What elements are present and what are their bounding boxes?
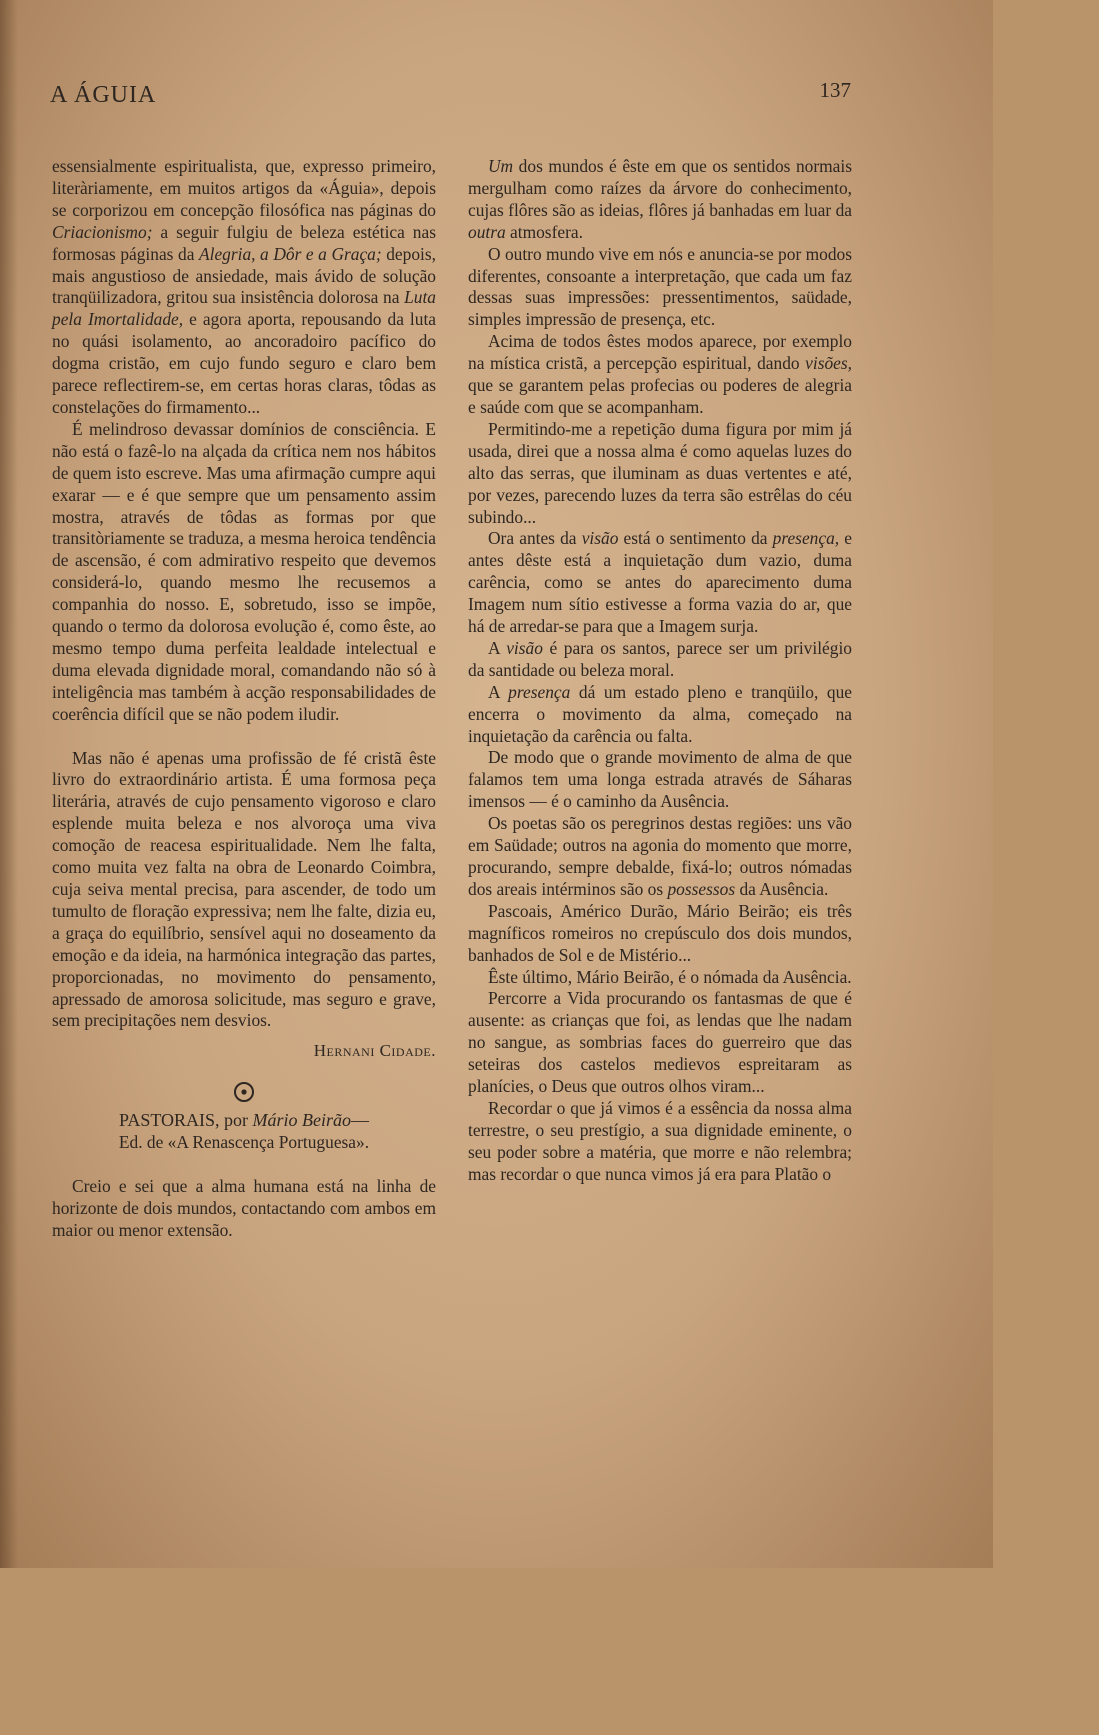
paragraph: A visão é para os santos, parece ser um privilégio da santidade ou beleza moral.	[468, 637, 852, 680]
paragraph: Mas não é apenas uma profissão de fé cristã êste livro do extraordinário artista. É uma formosa peça literária, através de cujo pensamento vigoroso e claro esplende muita beleza e nos alvoroça uma viva comoção de reacesa espiritualidade. Nem lhe falta, como muita vez falta na obra de Leonardo Coimbra, cuja seiva mental precisa, para ascender, de todo um tumulto de floração expressiva; nem lhe falte, dizia eu, a graça do equilíbrio, sensível aqui no doseamento da emoção e da ideia, na harmónica integração das partes, proporcionadas, no movimento do pensamento, apressado de amorosa solicitude, mas seguro e grave, sem precipitações nem desvios.	[52, 747, 436, 1031]
paragraph: Percorre a Vida procurando os fantasmas de que é ausente: as crianças que foi, as lendas que lhe nadam no sangue, as sombrias faces do guerreiro que das seteiras dos castelos medievos espreitaram as planícies, o Deus que outros olhos viram...	[468, 988, 852, 1097]
paragraph: Um dos mundos é êste em que os sentidos normais mergulham como raízes da árvore do conhecimento, cujas flôres são as ideias, flôres já banhadas em luar da outra atmosfera.	[468, 156, 852, 242]
paragraph: Permitindo-me a repetição duma figura por mim já usada, direi que a nossa alma é como aquelas luzes do alto das serras, que iluminam as duas vertentes e até, por vezes, parecendo luzes da terra são estrêlas do céu subindo...	[468, 418, 852, 527]
page-number: 137	[819, 78, 851, 102]
paragraph: Creio e sei que a alma humana está na linha de horizonte de dois mundos, contactando com ambos em maior ou menor extensão.	[52, 1176, 436, 1240]
review-publisher: Ed. de «A Renascença Portuguesa».	[118, 1132, 370, 1153]
paragraph: Ora antes da visão está o sentimento da presença, e antes dêste está a inquietação dum vazio, duma carência, como se antes do aparecimento duma Imagem num sítio estivesse a forma vazia do ar, que há de arredar-se para que a Imagem surja.	[468, 528, 852, 637]
running-head: A ÁGUIA	[50, 82, 157, 108]
paragraph: É melindroso devassar domínios de consciência. E não está o fazê-lo na alçada da crítica nem nos hábitos de quem isto escreve. Mas uma afirmação cumpre aqui exarar — e é que sempre que um pensamento assim mostra, através de tôdas as formas por que transitòriamente se traduza, a mesma heroica tendência de ascensão, é com admirativo respeito que devemos considerá-lo, quando mesmo lhe recusemos a companhia do nosso. E, sobretudo, isso se impõe, quando o termo da dolorosa evolução é, como êste, ao mesmo tempo duma perfeita lealdade intelectual e duma elevada dignidade moral, comandando não só à inteligência mas também à acção responsabilidades de coerência difícil que se não podem iludir.	[52, 418, 436, 724]
paragraph: Êste último, Mário Beirão, é o nómada da Ausência.	[488, 966, 852, 987]
paragraph: essensialmente espiritualista, que, expresso primeiro, literàriamente, em muitos artigos da «Águia», depois se corporizou em concepção filosófica nas páginas do Criacionismo; a seguir fulgiu de beleza estética nas formosas páginas da Alegria, a Dôr e a Graça; depois, mais angustioso de ansiedade, mais ávido de solução tranqüilizadora, gritou sua insistência dolorosa na Luta pela Imortalidade, e agora aporta, repousando da luta no quási isolamento, ao ancoradoiro pacífico do dogma cristão, em cujo fundo seguro e claro bem parece reflectirem-se, em certas horas claras, tôdas as constelações do firmamento...	[52, 156, 436, 417]
paragraph: Acima de todos êstes modos aparece, por exemplo na mística cristã, a percepção espiritual, dando visões, que se garantem pelas profecias ou poderes de alegria e saúde com que se acompanham.	[468, 331, 852, 417]
paragraph: Pascoais, Américo Durão, Mário Beirão; eis três magníficos romeiros no crepúsculo dos dois mundos, banhados de Sol e de Mistério...	[468, 900, 852, 965]
paragraph: O outro mundo vive em nós e anuncia-se por modos diferentes, consoante a interpretação, que cada um faz dessas suas impressões: pressentimentos, saüdade, simples impressão de presença, etc.	[468, 243, 852, 330]
paragraph: De modo que o grande movimento de alma de que falamos tem uma longa estrada através de Sáharas imensos — é o caminho da Ausência.	[468, 747, 852, 812]
paragraph: Os poetas são os peregrinos destas regiões: uns vão em Saüdade; outros na agonia do momento que morre, procurando, sempre debalde, fixá-lo; outros nómadas dos areais intérminos são os possessos da Ausência.	[468, 813, 852, 899]
circled-dot-icon	[232, 1080, 256, 1104]
author-signature: Hernani Cidade.	[313, 1041, 436, 1061]
paragraph: Recordar o que já vimos é a essência da nossa alma terrestre, o seu prestígio, a sua dignidade eminente, o seu poder sobre a matéria, que morre e não relembra; mas recordar o que nunca vimos já era para Platão o	[468, 1097, 852, 1184]
paragraph: A presença dá um estado pleno e tranqüilo, que encerra o movimento da alma, começado na inquietação da carência ou falta.	[468, 681, 852, 746]
review-title: PASTORAIS, por Mário Beirão—	[118, 1110, 370, 1131]
right-column	[468, 156, 852, 1186]
left-column	[52, 156, 436, 1242]
